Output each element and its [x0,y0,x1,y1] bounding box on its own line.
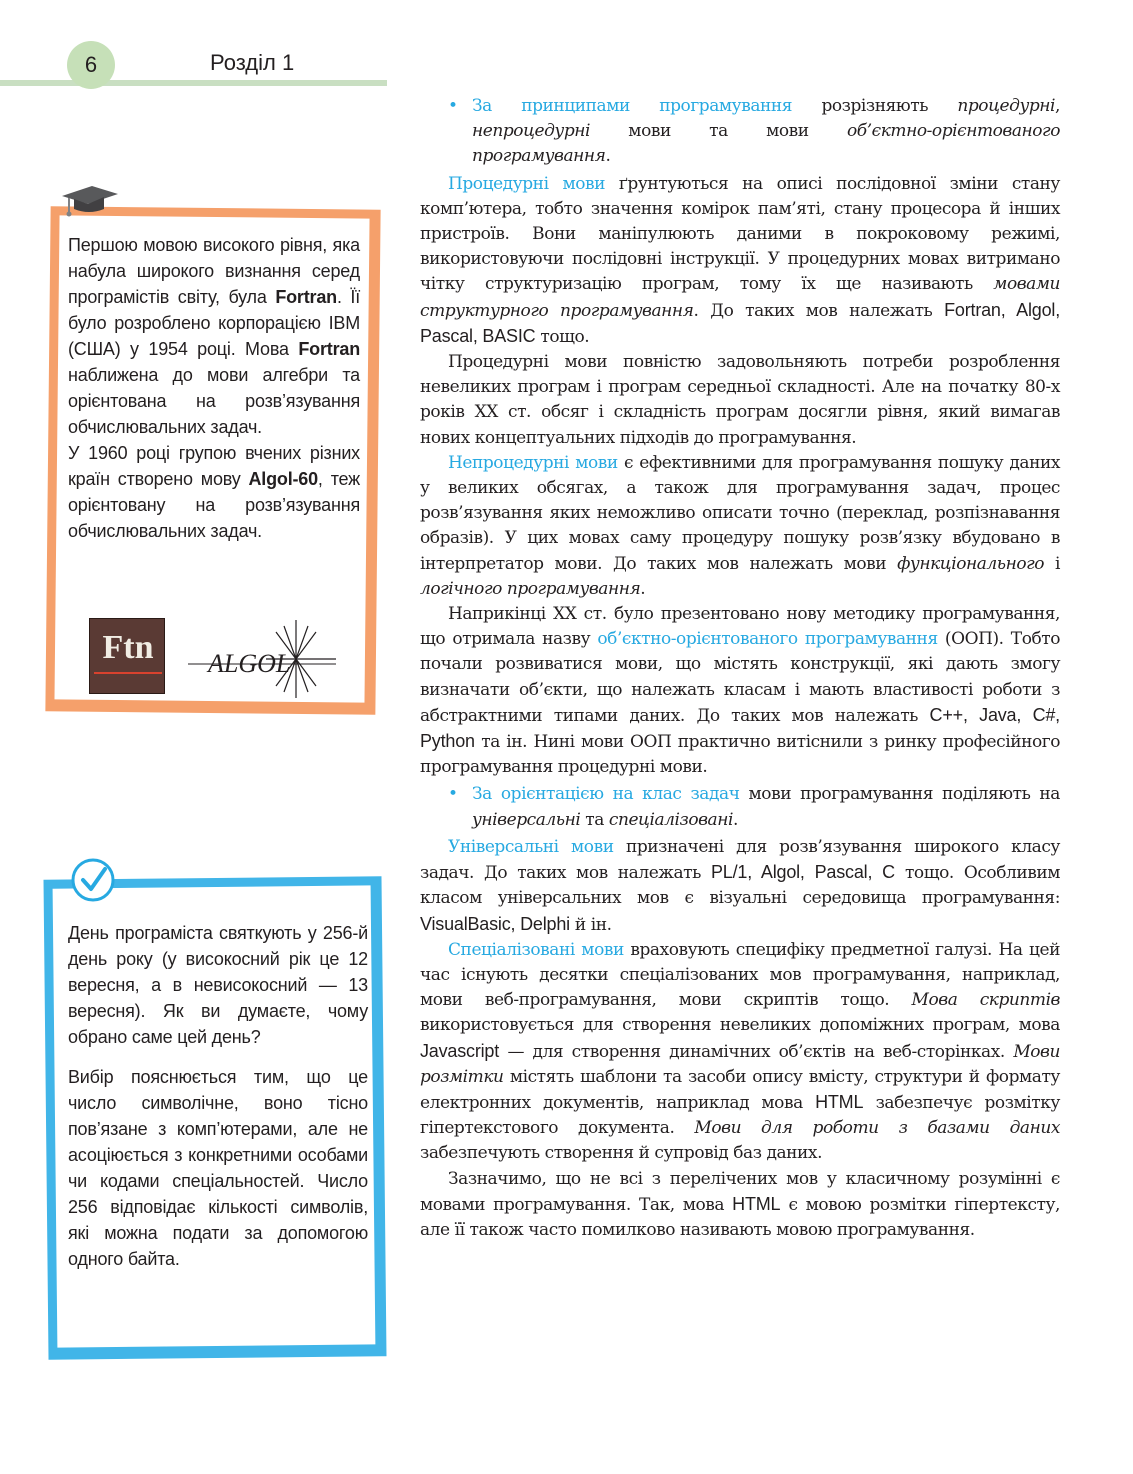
language-names: HTML [732,1193,781,1214]
checkmark-icon [70,857,116,903]
text-run: є мовою розмітки гіпертексту, але її також часто помилково називають мовою програмування. [420,1194,1060,1240]
text-run: та ін. Нині мови ООП практично витіснили з ринку професійного програмування процедурні мови. [420,732,1060,778]
language-names: VisualBasic, Delphi [420,913,570,934]
page-number-text: 6 [84,52,98,77]
italic-term: Мова скриптів [911,990,1060,1011]
bullet-marker: • [448,96,458,116]
paragraph-oop [420,602,1060,780]
text-run: . Її було розроблено корпорацією IBM (США) у 1954 році. Мова [68,287,360,359]
text-run: мови та мови [590,121,847,142]
algol-logo-text: ALGOL [208,649,291,678]
key-term: об’єктно-орієнтованого програмування [597,629,938,650]
text-run: . [605,146,611,167]
text-run: мови програмування поділяють на [739,784,1060,805]
fact-paragraph-1 [68,232,360,440]
language-names: Fortran, Algol, Pascal, BASIC [420,299,1060,346]
bold-term: Fortran [275,287,337,307]
italic-term: об’єктно-орієнтованого програмування [472,121,1060,167]
fortran-logo-line [94,672,162,674]
text-run: призначені для розв’язування широкого класу задач. До таких мов належать [420,836,1060,884]
key-term: Універсальні мови [448,836,614,857]
text-run: тощо. Особливим класом універсальних мов є візуальні середовища програмування: [420,863,1060,909]
text-run: забезпечує розмітку гіпертекстового документа. [420,1092,1060,1139]
italic-term: непроцедурні [472,121,590,142]
text-run: й ін. [569,914,612,935]
text-run: наближена до мови алгебри та орієнтована на розв’язування обчислювальних задач. [68,365,360,437]
italic-term: універсальні [472,809,581,830]
bullet-marker: • [448,784,458,805]
paragraph-nonprocedural [420,451,1060,602]
fact-paragraph-2 [68,440,360,544]
text-run: і [1044,553,1060,574]
key-term: Непроцедурні мови [448,452,618,473]
bullet-item-2 [420,782,1060,832]
paragraph-specialized [420,938,1060,1167]
graduation-cap-icon [58,182,120,222]
answer-text: Вибір пояснюється тим, що це число символічне, воно тісно пов’язане з комп’ютерами, але не асоціюється з конкретними особами чи кодами спеціальностей. Число 256 відповідає кількості символів, які можна подати за допомогою одного байта. [68,1067,368,1269]
paragraph-procedural [420,172,1060,350]
text-run: розрізняють [792,96,958,116]
language-names: C++, Java, C#, Python [420,704,1060,752]
italic-term: Мови розмітки [420,1041,1060,1087]
bold-term: Fortran [298,339,360,359]
italic-term: процедурні [957,96,1056,116]
italic-term: мовами структурного програмування [420,274,1060,321]
question-text: День програміста святкують у 256-й день року (у високосний рік це 12 вересня, а в невисокосний — 13 вересня). Як ви думаєте, чому обрано саме цей день? [68,923,368,1047]
text-run: використовується для створення невеликих допоміжних програм, мова [420,1015,1060,1036]
paragraph-procedural-2: Процедурні мови повністю задовольняють потреби розроблення невеликих програм і програм середньої складності. Але на початку 80-х років XX ст. обсяг і складність програм досягли рівня, який вимагав нових концептуальних підходів до програмування. [420,352,1060,448]
algol-logo [186,618,341,700]
italic-term: спеціалізовані [608,809,733,830]
text-run: містять шаблони та засоби опису вмісту, структури й формату електронних документів, наприклад мова [420,1066,1060,1113]
fortran-logo [89,618,165,694]
text-run: . [732,809,738,830]
text-run: . До таких мов належать [693,300,945,321]
text-run: Наприкінці XX ст. було презентовано нову методику програмування, що отримала назву [420,604,1060,650]
bold-term: Algol-60 [248,469,318,489]
text-run: , теж орієнтовану на розв’язування обчислювальних задач. [68,469,360,541]
key-term: Спеціалізовані мови [448,939,624,960]
text-run: — для створення динамічних об’єктів на веб-сторінках. [499,1041,1014,1062]
section-title: Розділ 1 [210,50,295,75]
italic-term: Мови для роботи з базами даних [694,1118,1060,1139]
fact-box-text [68,232,360,544]
text-run: та [580,809,609,830]
key-term: Процедурні мови [448,173,605,194]
italic-term: функціонального [897,553,1045,574]
italic-term: логічного програмування [420,578,641,599]
fortran-logo-text: Ftn [102,629,154,666]
page-number [67,41,115,89]
text-run: , [1055,96,1060,116]
header-rule [0,80,387,86]
key-term: За принципами програмування [472,96,793,116]
text-run: є ефективними для програмування пошуку даних у великих обсягах, а також для програмування задач, процес розв’язування яких неможливо описати точно (переклад, розпізнавання образів). У цих мовах саму процедуру пошуку розв’язку вбудовано в інтерпретатор мови. До таких мов належать мови [420,452,1060,574]
text-run: забезпечують створення й супровід баз даних. [420,1143,823,1164]
text-run: (ООП). Тобто почали розвиватися мови, що містять конструкції, які дають змогу визначати об’єкти, що належать класам і мають властивості роботи з абстрактними типами даних. До таких мов належать [420,629,1060,726]
text-run: враховують специфіку предметної галузі. На цей час існують десятки спеціалізованих мов програмування, наприклад, мови веб-програмування, мови скриптів тощо. [420,939,1060,1011]
bullet-item-1 [420,94,1060,170]
key-term: За орієнтацією на клас задач [472,784,740,805]
language-names: HTML [815,1091,864,1112]
main-text [420,92,1060,1243]
text-run: Першою мовою високого рівня, яка набула широкого визнання серед програмістів світу, була [68,235,360,307]
language-names: PL/1, Algol, Pascal, C [710,862,895,883]
text-run: . [640,578,646,599]
paragraph-note [420,1167,1060,1244]
language-names: Javascript [420,1040,500,1061]
question-box-text [68,920,368,1286]
question-box [40,862,390,1370]
paragraph-universal [420,835,1060,938]
text-run: ґрунтуються на описі послідовної зміни стану комп’ютера, тобто значення комірок пам’яті, стану процесора й інших пристроїв. Вони маніпулюють даними в покроковому режимі, використовуючи послідовні інструкції. У процедурних мовах витримано чітку структуризацію програм, тому їх ще називають [420,173,1060,295]
text-run: тощо. [535,326,590,347]
text-run: У 1960 році групою вчених різних країн створено мову [68,443,360,489]
text-run: Зазначимо, що не всі з перелічених мов у класичному розумінні є мовами програмування. Так, мова [420,1168,1060,1215]
